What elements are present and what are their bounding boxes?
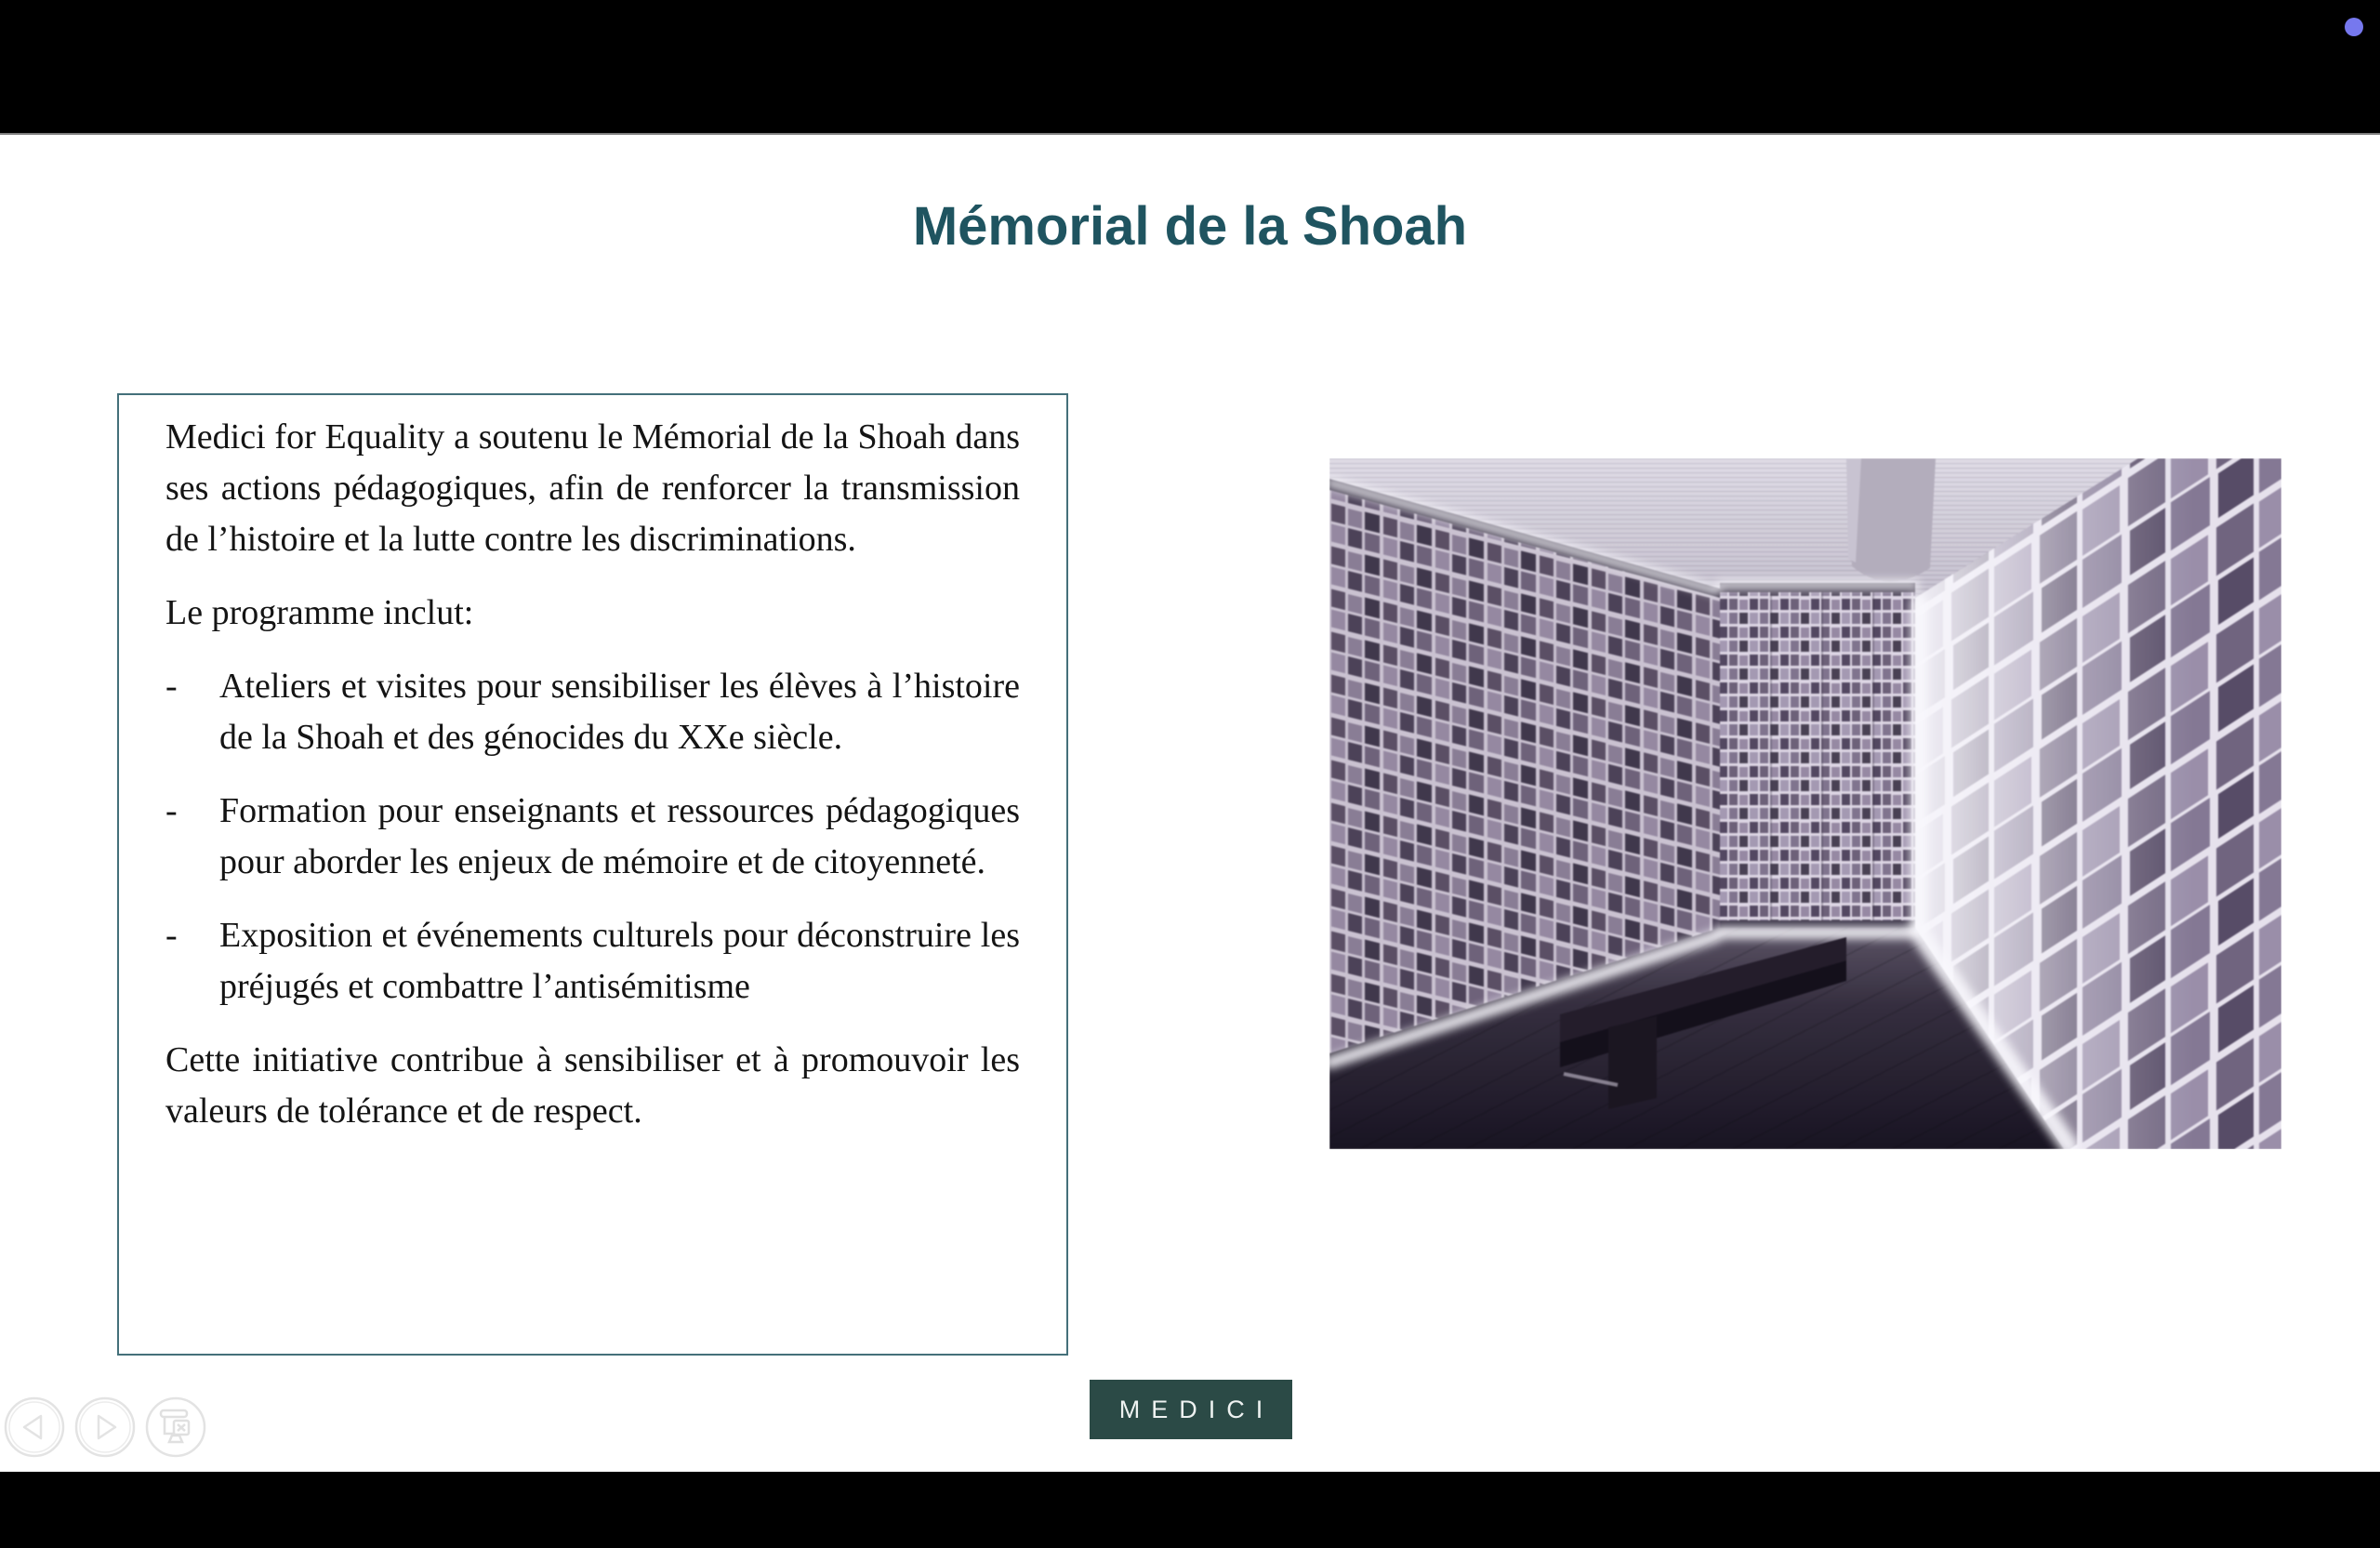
paragraph-closing: Cette initiative contribue à sensibiliser et à promouvoir les valeurs de tolérance et de respect. (165, 1040, 1020, 1131)
photo-tint (1329, 458, 2281, 1149)
end-slideshow-icon (145, 1396, 206, 1458)
previous-slide-icon (4, 1396, 65, 1458)
list-item (165, 786, 1020, 888)
prev-slide-button[interactable] (4, 1396, 65, 1458)
end-slideshow-button[interactable] (145, 1396, 206, 1458)
paragraph-program: Le programme inclut: (165, 593, 474, 632)
bullet-marker: - (165, 916, 178, 955)
list-item (165, 910, 1020, 1012)
bullet-marker: - (165, 791, 178, 830)
text-box (117, 393, 1068, 1356)
slideshow-controls (4, 1396, 206, 1458)
letterbox-top (0, 0, 2380, 135)
bullet-text: Ateliers et visites pour sensibiliser les élèves à l’histoire de la Shoah et des génocides du XXe siècle. (219, 667, 1020, 757)
next-slide-icon (74, 1396, 136, 1458)
bullet-text: Formation pour enseignants et ressources pédagogiques pour aborder les enjeux de mémoire et de citoyenneté. (219, 791, 1020, 881)
next-slide-button[interactable] (74, 1396, 136, 1458)
bullet-marker: - (165, 667, 178, 706)
letterbox-bottom (0, 1472, 2380, 1548)
list-item (165, 661, 1020, 763)
page-title: Mémorial de la Shoah (912, 196, 1468, 257)
memorial-photo-illustration (1329, 458, 2281, 1149)
slide (0, 135, 2380, 1472)
medici-logo-label: MEDICI (1118, 1395, 1275, 1423)
memorial-photo (1329, 458, 2281, 1149)
bullet-text: Exposition et événements culturels pour déconstruire les préjugés et combattre l’antisémitisme (219, 916, 1020, 1006)
medici-logo (1090, 1380, 1292, 1439)
status-dot (2345, 18, 2363, 36)
paragraph-intro: Medici for Equality a soutenu le Mémorial de la Shoah dans ses actions pédagogiques, afin de renforcer la transmission de l’histoire et la lutte contre les discriminations. (165, 417, 1020, 559)
